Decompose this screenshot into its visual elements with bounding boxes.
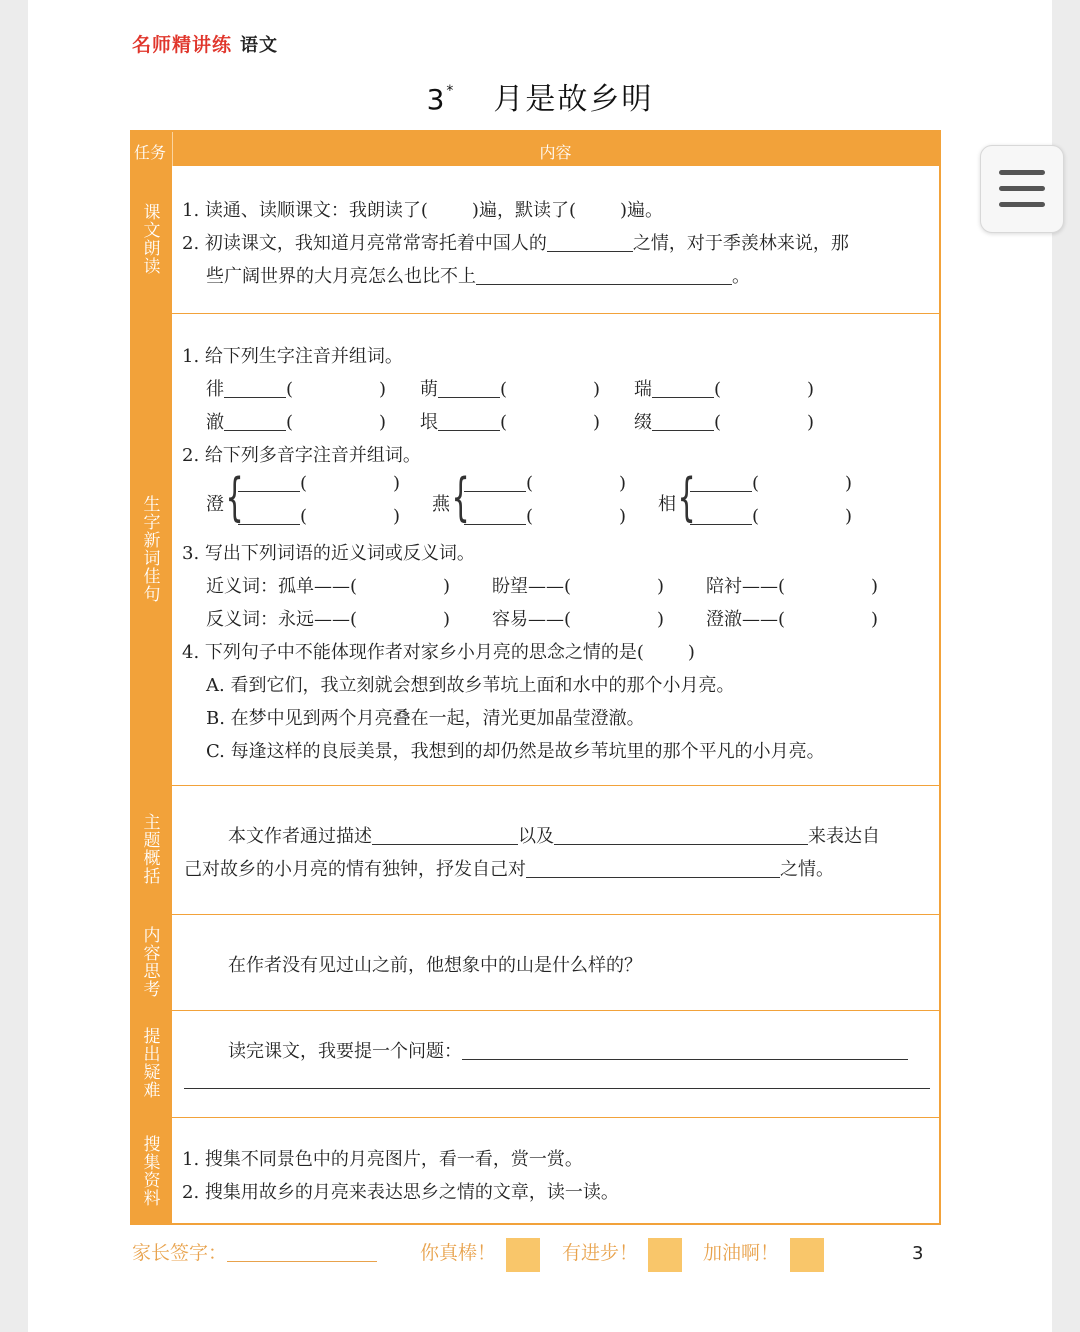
reading-line2-a: 2. 初读课文，我知道月亮常常寄托着中国人的 <box>182 233 547 254</box>
row-body-think <box>182 915 929 1010</box>
brace-icon: { <box>225 468 244 528</box>
q1-item <box>634 375 814 401</box>
theme-line1-a: 本文作者通过描述 <box>228 826 372 847</box>
theme-line1-b: 以及 <box>518 826 554 847</box>
q2-item <box>464 473 626 494</box>
q1-item <box>420 408 600 434</box>
lesson-mark: * <box>446 83 454 99</box>
q1-char: 垠 <box>420 412 438 433</box>
paren-open: ( <box>286 379 294 400</box>
pinyin-blank[interactable] <box>224 379 286 398</box>
paren-open: ( <box>300 506 308 527</box>
task-table <box>130 130 941 1225</box>
row-label-reading: 课文朗读 <box>132 166 172 313</box>
row-body-doubt <box>184 1011 929 1117</box>
antonym-word: 容易——( <box>492 609 572 630</box>
collect-line2: 2. 搜集用故乡的月亮来表达思乡之情的文章，读一读。 <box>182 1182 619 1203</box>
antonym-word: 澄澈——( <box>706 609 786 630</box>
menu-button[interactable] <box>980 145 1064 233</box>
row-label-words: 生字新词佳句 <box>132 314 172 785</box>
q1-item <box>420 375 600 401</box>
words-q2: 2. 给下列多音字注音并组词。 <box>182 445 421 466</box>
lesson-number: 3 <box>426 83 445 116</box>
synonym-item <box>706 572 878 598</box>
synonym-label: 近义词： <box>206 576 278 597</box>
q2-char: 燕 <box>432 494 450 515</box>
paren-close: ) <box>443 609 451 630</box>
praise-checkbox-keep-going[interactable] <box>790 1238 824 1272</box>
paren-close: ) <box>619 473 627 494</box>
page-number: 3 <box>912 1243 924 1264</box>
praise-checkbox-progress[interactable] <box>648 1238 682 1272</box>
paren-open: ( <box>714 379 722 400</box>
words-q1: 1. 给下列生字注音并组词。 <box>182 346 403 367</box>
reading-line2-b: 之情，对于季羡林来说，那 <box>632 233 849 254</box>
paren-close: ) <box>443 576 451 597</box>
paren-open: ( <box>300 473 308 494</box>
lesson-title-text: 月是故乡明 <box>493 82 654 117</box>
brand-name: 名师精讲练 <box>132 34 233 56</box>
row-collect <box>132 1118 939 1225</box>
paren-open: ( <box>500 412 508 433</box>
q4-text: 4. 下列句子中不能体现作者对家乡小月亮的思念之情的是( <box>182 642 644 663</box>
row-reading <box>132 166 939 314</box>
paren-close: ) <box>393 506 401 527</box>
paren-close: ) <box>379 379 387 400</box>
menu-icon <box>999 170 1045 175</box>
lesson-title <box>0 74 1080 118</box>
option-a: A. 看到它们，我立刻就会想到故乡苇坑上面和水中的那个小月亮。 <box>206 675 735 696</box>
pinyin-blank[interactable] <box>238 473 300 492</box>
paren-open: ( <box>526 506 534 527</box>
parent-sign-label: 家长签字： <box>132 1242 228 1264</box>
row-body-reading <box>182 166 929 313</box>
subject-label: 语文 <box>240 35 279 56</box>
synonym-word: 陪衬——( <box>706 576 786 597</box>
words-q3: 3. 写出下列词语的近义词或反义词。 <box>182 543 475 564</box>
paren-close: ) <box>393 473 401 494</box>
paren-close: ) <box>619 506 627 527</box>
answer-blank[interactable] <box>547 233 633 252</box>
paren-close: ) <box>845 473 853 494</box>
row-label-collect: 搜集资料 <box>132 1118 172 1225</box>
q1-item <box>206 408 386 434</box>
pinyin-blank[interactable] <box>224 412 286 431</box>
reading-line1-c: )遍。 <box>619 200 663 221</box>
row-body-words <box>182 314 929 785</box>
q1-char: 瑞 <box>634 379 652 400</box>
q1-char: 澈 <box>206 412 224 433</box>
q2-item <box>690 473 852 494</box>
q1-char: 缀 <box>634 412 652 433</box>
synonym-row <box>206 572 450 598</box>
header-task: 任务 <box>134 143 167 162</box>
answer-blank[interactable] <box>476 266 732 285</box>
paren-open: ( <box>526 473 534 494</box>
answer-blank[interactable] <box>526 859 780 878</box>
paren-open: ( <box>500 379 508 400</box>
row-theme <box>132 786 939 915</box>
q1-char: 徘 <box>206 379 224 400</box>
doubt-prompt: 读完课文，我要提一个问题： <box>228 1041 462 1062</box>
theme-line2-b: 之情。 <box>780 859 834 880</box>
praise-great: 你真棒！ <box>420 1242 497 1264</box>
pinyin-blank[interactable] <box>464 506 526 525</box>
paren-close: ) <box>379 412 387 433</box>
paren-close: ) <box>657 609 665 630</box>
think-question: 在作者没有见过山之前，他想象中的山是什么样的？ <box>228 955 642 976</box>
antonym-row <box>206 605 450 631</box>
words-q4 <box>182 638 695 664</box>
paren-open: ( <box>714 412 722 433</box>
q1-item <box>634 408 814 434</box>
theme-line1-c: 来表达自 <box>808 826 880 847</box>
signature-blank[interactable] <box>227 1243 377 1262</box>
collect-line1: 1. 搜集不同景色中的月亮图片，看一看，赏一赏。 <box>182 1149 583 1170</box>
antonym-word: 永远——( <box>278 609 358 630</box>
pinyin-blank[interactable] <box>438 412 500 431</box>
q4-end: ) <box>687 642 695 663</box>
antonym-item <box>706 605 878 631</box>
reading-line3-a: 些广阔世界的大月亮怎么也比不上 <box>206 266 476 287</box>
paren-open: ( <box>286 412 294 433</box>
paren-close: ) <box>593 379 601 400</box>
paren-close: ) <box>871 576 879 597</box>
row-body-theme <box>184 786 929 914</box>
menu-icon <box>999 186 1045 191</box>
row-label-doubt: 提出疑难 <box>132 1011 172 1117</box>
paren-open: ( <box>752 473 760 494</box>
praise-progress: 有进步！ <box>562 1242 639 1264</box>
synonym-word: 盼望——( <box>492 576 572 597</box>
q1-item <box>206 375 386 401</box>
brand-header <box>132 30 278 57</box>
q1-char: 萌 <box>420 379 438 400</box>
synonym-word: 孤单——( <box>278 576 358 597</box>
option-b: B. 在梦中见到两个月亮叠在一起，清光更加晶莹澄澈。 <box>206 708 645 729</box>
q2-char: 澄 <box>206 494 224 515</box>
question-blank[interactable] <box>184 1070 930 1089</box>
row-think <box>132 915 939 1011</box>
question-blank[interactable] <box>462 1041 908 1060</box>
reading-line1-a: 1. 读通、读顺课文：我朗读了( <box>182 200 428 221</box>
pinyin-blank[interactable] <box>238 506 300 525</box>
table-header <box>132 132 939 166</box>
pinyin-blank[interactable] <box>652 412 714 431</box>
pinyin-blank[interactable] <box>690 506 752 525</box>
header-content: 内容 <box>539 143 572 162</box>
row-label-think: 内容思考 <box>132 915 172 1010</box>
paren-close: ) <box>845 506 853 527</box>
reading-line1-b: )遍，默读了( <box>471 200 576 221</box>
q2-char: 相 <box>658 494 676 515</box>
antonym-item <box>492 605 664 631</box>
pinyin-blank[interactable] <box>690 473 752 492</box>
pinyin-blank[interactable] <box>652 379 714 398</box>
theme-line2-a: 己对故乡的小月亮的情有独钟，抒发自己对 <box>184 859 526 880</box>
answer-blank[interactable] <box>372 826 518 845</box>
row-label-theme: 主题概括 <box>132 786 172 914</box>
q2-item <box>238 506 400 527</box>
praise-checkbox-great[interactable] <box>506 1238 540 1272</box>
row-doubt <box>132 1011 939 1118</box>
q2-item <box>464 506 626 527</box>
paren-close: ) <box>807 412 815 433</box>
paren-close: ) <box>657 576 665 597</box>
row-words <box>132 314 939 786</box>
brace-icon: { <box>677 468 696 528</box>
paren-close: ) <box>593 412 601 433</box>
reading-line3-b: 。 <box>732 266 750 287</box>
brace-icon: { <box>451 468 470 528</box>
paren-close: ) <box>807 379 815 400</box>
parent-signature <box>132 1238 377 1265</box>
pinyin-blank[interactable] <box>464 473 526 492</box>
q2-item <box>238 473 400 494</box>
row-body-collect <box>182 1118 929 1225</box>
option-c: C. 每逢这样的良辰美景，我想到的却仍然是故乡苇坑里的那个平凡的小月亮。 <box>206 741 825 762</box>
q2-item <box>690 506 852 527</box>
synonym-item <box>492 572 664 598</box>
paren-open: ( <box>752 506 760 527</box>
paren-close: ) <box>871 609 879 630</box>
menu-icon <box>999 202 1045 207</box>
pinyin-blank[interactable] <box>438 379 500 398</box>
antonym-label: 反义词： <box>206 609 278 630</box>
answer-blank[interactable] <box>554 826 808 845</box>
praise-keep-going: 加油啊！ <box>703 1242 780 1264</box>
